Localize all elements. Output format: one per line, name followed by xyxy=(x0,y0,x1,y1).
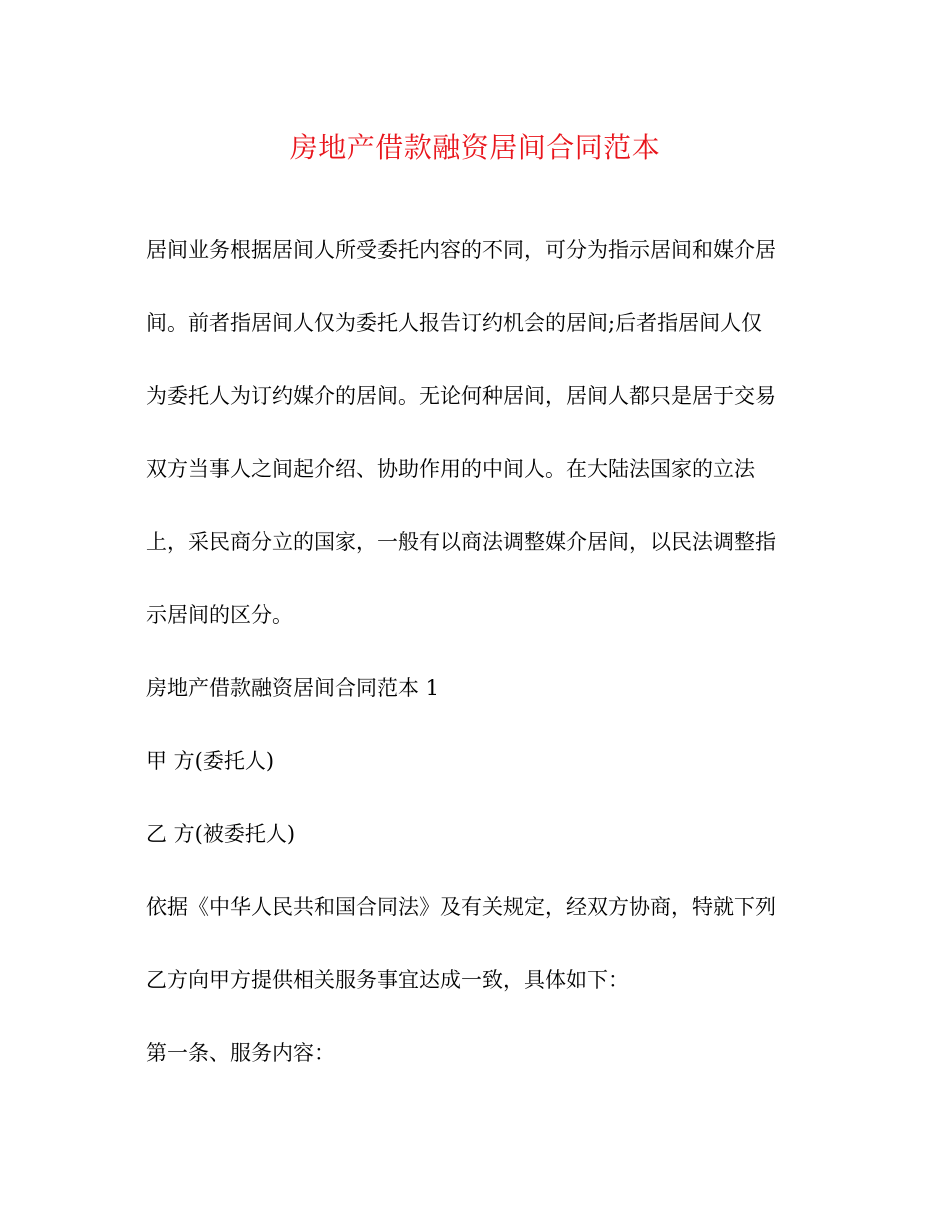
section-heading: 房地产借款融资居间合同范本 1 xyxy=(146,676,440,700)
body-line: 上，采民商分立的国家，一般有以商法调整媒介居间，以民法调整指 xyxy=(146,530,776,554)
document-body xyxy=(146,214,806,1090)
body-line: 间。前者指居间人仅为委托人报告订约机会的居间;后者指居间人仅 xyxy=(146,311,763,335)
body-line: 双方当事人之间起介绍、协助作用的中间人。在大陆法国家的立法 xyxy=(146,457,755,481)
party-b-line: 乙 方(被委托人) xyxy=(146,822,296,846)
body-line: 居间业务根据居间人所受委托内容的不同，可分为指示居间和媒介居 xyxy=(146,238,776,262)
document-title: 房地产借款融资居间合同范本 xyxy=(289,131,661,164)
body-line: 乙方向甲方提供相关服务事宜达成一致，具体如下： xyxy=(146,968,629,992)
article-heading: 第一条、服务内容： xyxy=(146,1041,335,1065)
body-line: 示居间的区分。 xyxy=(146,603,293,627)
body-line: 为委托人为订约媒介的居间。无论何种居间，居间人都只是居于交易 xyxy=(146,384,776,408)
party-a-line: 甲 方(委托人) xyxy=(146,749,275,773)
body-line: 依据《中华人民共和国合同法》及有关规定，经双方协商，特就下列 xyxy=(146,895,776,919)
